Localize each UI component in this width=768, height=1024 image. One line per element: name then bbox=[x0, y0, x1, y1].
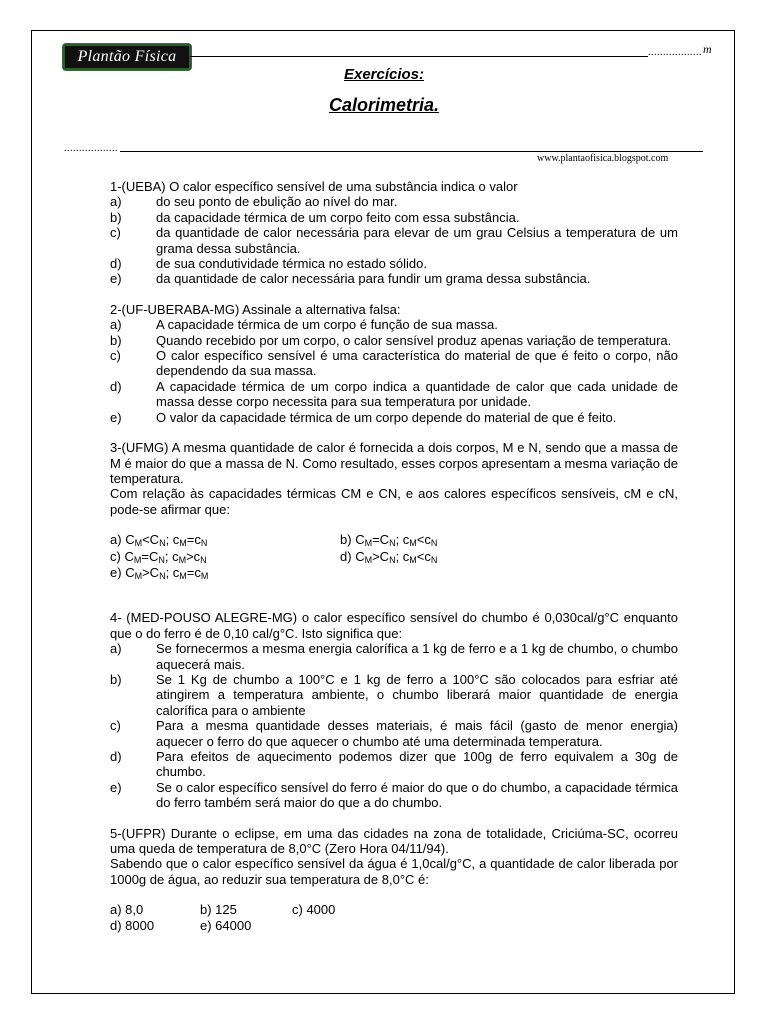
option-text: da capacidade térmica de um corpo feito com essa substância. bbox=[156, 209, 520, 225]
option-letter: c) bbox=[110, 225, 121, 241]
option bbox=[110, 194, 678, 209]
question-3-options bbox=[110, 532, 678, 580]
option-text: do seu ponto de ebulição ao nível do mar. bbox=[156, 194, 398, 210]
option-text: Quando recebido por um corpo, o calor sensível produz apenas variação de temperatura. bbox=[156, 332, 672, 348]
option bbox=[110, 225, 678, 256]
option-letter: a) bbox=[110, 317, 122, 333]
option-letter: e) bbox=[110, 779, 122, 795]
option-letter: b) bbox=[110, 332, 122, 348]
option bbox=[110, 410, 678, 425]
page-title: Exercícios: bbox=[343, 66, 425, 83]
question-3 bbox=[110, 440, 678, 580]
option: d) 8000 bbox=[110, 917, 155, 933]
option bbox=[110, 271, 678, 286]
option-text: O valor da capacidade térmica de um corpo depende do material de que é feito. bbox=[156, 409, 617, 425]
option bbox=[110, 256, 678, 271]
option bbox=[110, 672, 678, 718]
exercise-list bbox=[110, 179, 678, 933]
option-letter: c) bbox=[110, 718, 121, 734]
page-subtitle: Calorimetria. bbox=[328, 95, 440, 115]
option-letter: d) bbox=[110, 256, 122, 272]
question-5 bbox=[110, 826, 678, 933]
option bbox=[110, 379, 678, 410]
option-letter: d) bbox=[110, 749, 122, 764]
option: a) 8,0 bbox=[110, 902, 144, 918]
option-letter: b) bbox=[110, 209, 122, 225]
option-text: A capacidade térmica de um corpo é função de sua massa. bbox=[156, 317, 498, 333]
question-stem: 3-(UFMG) A mesma quantidade de calor é fornecida a dois corpos, M e N, sendo que a massa de M é maior do que a massa de N. Como resultado, esses corpos apresentam a mesma variação de temperatura. bbox=[110, 440, 678, 486]
option-letter: e) bbox=[110, 271, 122, 287]
question-stem: 5-(UFPR) Durante o eclipse, em uma das cidades na zona de totalidade, Criciúma-SC, ocorreu uma queda de temperatura de 8,0°C (Zero Hora 04/11/94). bbox=[110, 825, 678, 857]
option: e) 64000 bbox=[200, 917, 252, 933]
option bbox=[110, 317, 678, 332]
option bbox=[110, 348, 678, 379]
option: c) $C_M=C_N$; $c_M>c_N$ bbox=[110, 548, 207, 565]
option bbox=[110, 641, 678, 672]
header-dots-top: .................. bbox=[648, 47, 702, 58]
option: b) $C_M=C_N$; $c_M<c_N$ bbox=[340, 532, 438, 549]
option-text: da quantidade de calor necessária para elevar de um grau Celsius a temperatura de um grama dessa substância. bbox=[156, 225, 678, 256]
website-url: www.plantaofisica.blogspot.com bbox=[537, 153, 669, 164]
question-stem: 4- (MED-POUSO ALEGRE-MG) o calor específico sensível do chumbo é 0,030cal/g°C enquanto que o do ferro é de 0,10 cal/g°C. Isto significa que: bbox=[110, 610, 678, 641]
option-letter: e) bbox=[110, 409, 122, 425]
option-text: A capacidade térmica de um corpo indica a quantidade de calor que cada unidade de massa desse corpo necessita para sua temperatura por unidade. bbox=[156, 378, 678, 410]
question-1-options bbox=[110, 194, 678, 286]
option-text: de sua condutividade térmica no estado sólido. bbox=[156, 256, 428, 272]
question-5-options bbox=[110, 902, 678, 933]
question-stem: 1-(UEBA) O calor específico sensível de uma substância indica o valor bbox=[110, 179, 518, 194]
option-text: Para a mesma quantidade desses materiais, é mais fácil (gasto de menor energia) aquecer o ferro do que aquecer o chumbo até uma determinada temperatura. bbox=[156, 718, 678, 749]
question-stem: 2-(UF-UBERABA-MG) Assinale a alternativa falsa: bbox=[110, 301, 401, 317]
question-2 bbox=[110, 302, 678, 425]
option-text: da quantidade de calor necessária para fundir um grama dessa substância. bbox=[156, 271, 591, 287]
header-rule-bottom bbox=[120, 151, 703, 152]
option-letter: c) bbox=[110, 348, 121, 364]
header-dots-left: .................. bbox=[64, 143, 118, 154]
option bbox=[110, 780, 678, 811]
option bbox=[110, 333, 678, 348]
option bbox=[110, 718, 678, 749]
question-stem-continued: Sabendo que o calor específico sensível da água é 1,0cal/g°C, a quantidade de calor liberada por 1000g de água, ao reduzir sua temperatura de 8,0°C é: bbox=[110, 856, 678, 887]
question-stem-continued: Com relação às capacidades térmicas CM e CN, e aos calores específicos sensíveis, cM e cN, pode-se afirmar que: bbox=[110, 486, 678, 517]
option-text: Para efeitos de aquecimento podemos dizer que 100g de ferro equivalem a 30g de chumbo. bbox=[156, 749, 678, 780]
option-letter: d) bbox=[110, 378, 122, 394]
option: d) $C_M>C_N$; $c_M<c_N$ bbox=[340, 548, 438, 565]
option: e) $C_M>C_N$; $c_M=c_M$ bbox=[110, 564, 209, 581]
option-text: Se o calor específico sensível do ferro é maior do que o do chumbo, a capacidade térmica do ferro também será maior do que a do chumbo. bbox=[156, 779, 678, 811]
option-text: Se 1 Kg de chumbo a 100°C e 1 kg de ferro a 100°C são colocados para esfriar até atingirem a temperatura ambiente, o chumbo liberará maior quantidade de energia calorífica para o ambiente bbox=[156, 671, 678, 718]
option-letter: a) bbox=[110, 641, 122, 657]
option: b) 125 bbox=[200, 902, 237, 918]
option-text: O calor específico sensível é uma característica do material de que é feito o corpo, não dependendo da sua massa. bbox=[156, 348, 678, 379]
logo-text: Plantão Física bbox=[77, 48, 177, 65]
question-4 bbox=[110, 610, 678, 810]
option: c) 4000 bbox=[292, 902, 336, 918]
option-letter: a) bbox=[110, 194, 122, 210]
corner-mark: m bbox=[703, 42, 712, 56]
question-1 bbox=[110, 179, 678, 287]
header-rule-top bbox=[190, 56, 648, 57]
option bbox=[110, 210, 678, 225]
option bbox=[110, 749, 678, 780]
option: a) $C_M<C_N$; $c_M=c_N$ bbox=[110, 532, 208, 549]
option-letter: b) bbox=[110, 671, 122, 687]
option-text: Se fornecermos a mesma energia calorífica a 1 kg de ferro e a 1 kg de chumbo, o chumbo aquecerá mais. bbox=[156, 641, 678, 672]
